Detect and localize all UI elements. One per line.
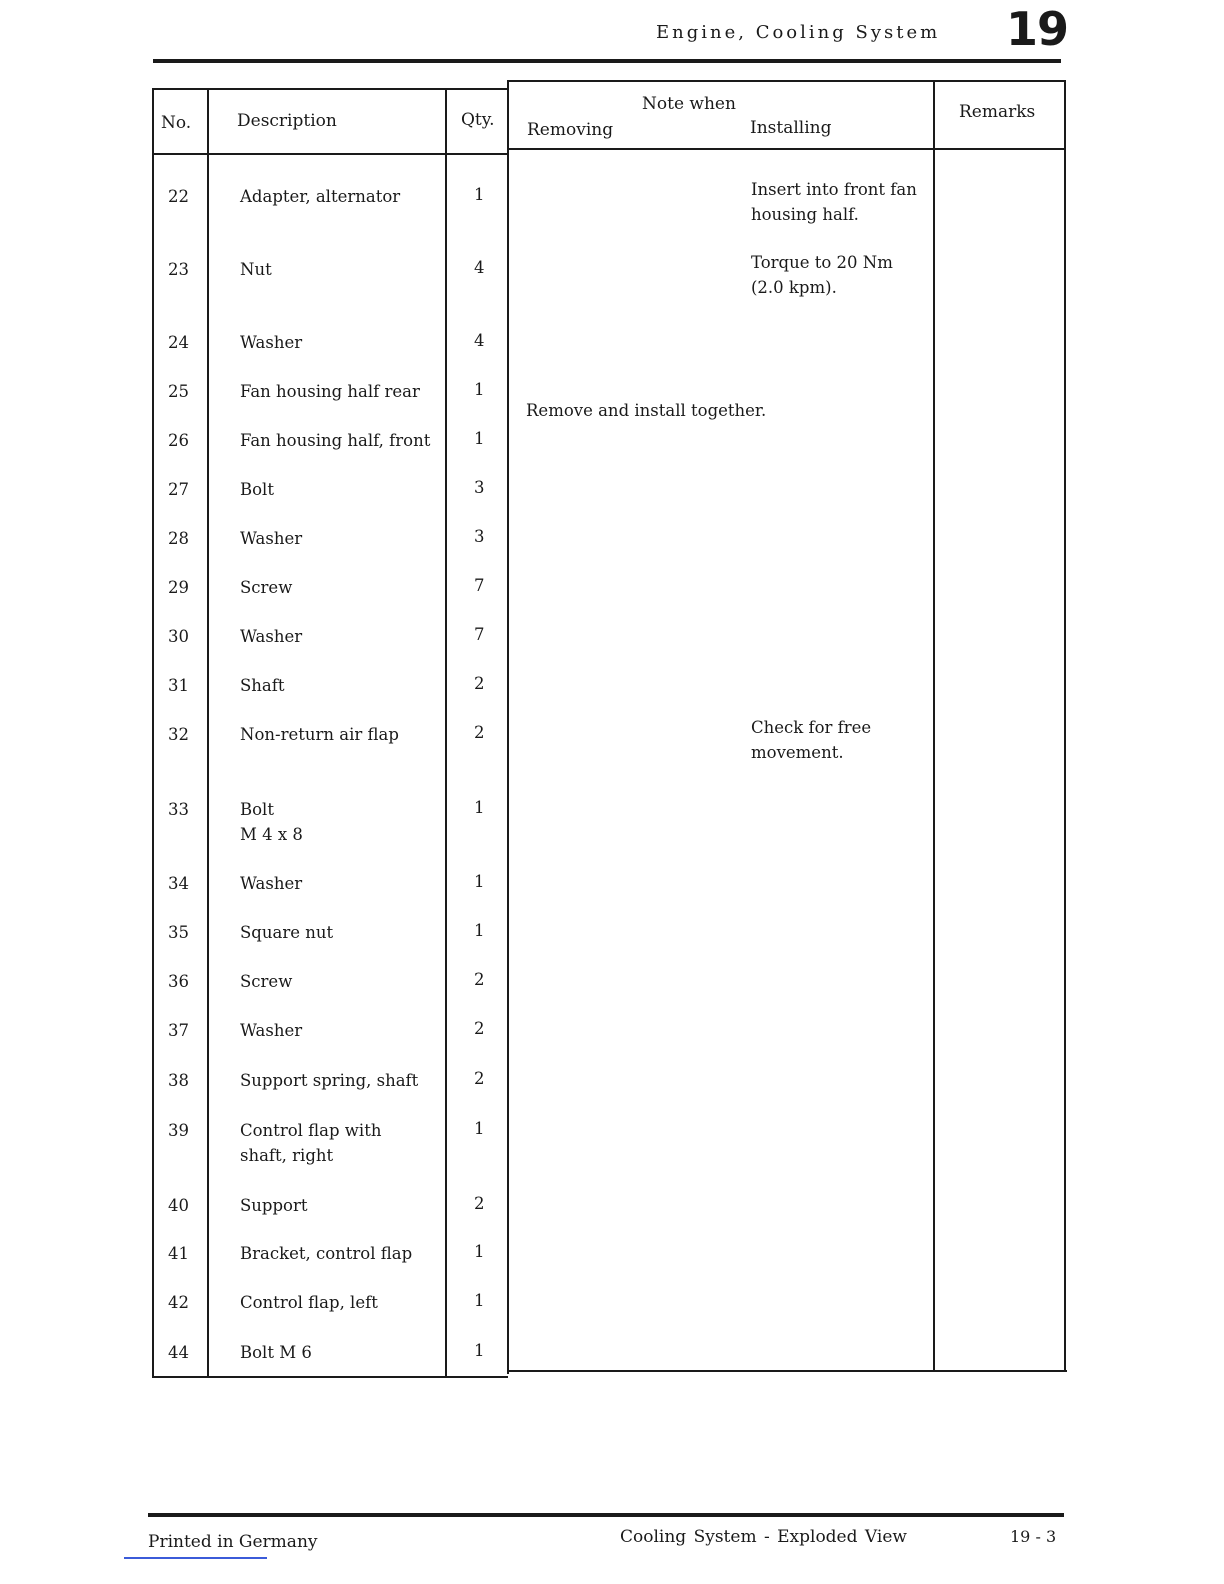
row-number: 39 — [168, 1121, 189, 1140]
header-rule — [153, 59, 1061, 63]
row-number: 38 — [168, 1071, 189, 1090]
column-divider — [507, 82, 509, 1374]
row-qty: 2 — [474, 1019, 485, 1038]
row-description: Screw — [240, 578, 293, 597]
row-number: 44 — [168, 1343, 189, 1362]
table-border-bottom — [507, 1370, 1067, 1372]
group-number: 19 — [1006, 2, 1069, 56]
row-qty: 2 — [474, 723, 485, 742]
row-installing-note: Insert into front fan — [751, 180, 917, 199]
row-qty: 2 — [474, 1194, 485, 1213]
row-qty: 3 — [474, 527, 485, 546]
row-description: Screw — [240, 972, 293, 991]
section-title: Engine, Cooling System — [656, 22, 941, 43]
row-description: Fan housing half rear — [240, 382, 420, 401]
row-description: Support spring, shaft — [240, 1071, 419, 1090]
row-qty: 1 — [474, 872, 485, 891]
col-header-installing: Installing — [750, 118, 832, 138]
row-number: 25 — [168, 382, 189, 401]
row-description: Bracket, control flap — [240, 1244, 413, 1263]
row-description: Control flap, left — [240, 1293, 378, 1312]
row-number: 41 — [168, 1244, 189, 1263]
row-number: 34 — [168, 874, 189, 893]
row-description: Fan housing half, front — [240, 431, 431, 450]
row-number: 33 — [168, 800, 189, 819]
row-number: 29 — [168, 578, 189, 597]
row-description: shaft, right — [240, 1146, 334, 1165]
row-description: Bolt M 6 — [240, 1343, 312, 1362]
row-description: Washer — [240, 627, 303, 646]
row-qty: 2 — [474, 674, 485, 693]
row-number: 31 — [168, 676, 189, 695]
row-description: Washer — [240, 529, 303, 548]
row-description: Washer — [240, 1021, 303, 1040]
row-description: M 4 x 8 — [240, 825, 303, 844]
row-description: Adapter, alternator — [240, 187, 401, 206]
page-number: 19 - 3 — [1010, 1527, 1057, 1546]
row-qty: 1 — [474, 798, 485, 817]
row-number: 40 — [168, 1196, 189, 1215]
header-divider — [152, 153, 508, 155]
column-divider — [933, 80, 935, 1372]
row-description: Bolt — [240, 800, 274, 819]
col-header-description: Description — [237, 111, 337, 131]
removing-note: Remove and install together. — [526, 401, 767, 420]
row-qty: 1 — [474, 1341, 485, 1360]
row-number: 28 — [168, 529, 189, 548]
row-description: Square nut — [240, 923, 334, 942]
footer-rule — [148, 1513, 1064, 1517]
row-description: Washer — [240, 333, 303, 352]
row-number: 37 — [168, 1021, 189, 1040]
underline-mark — [124, 1557, 267, 1559]
col-header-no: No. — [161, 113, 192, 133]
row-qty: 1 — [474, 185, 485, 204]
row-qty: 7 — [474, 576, 485, 595]
row-description: Bolt — [240, 480, 274, 499]
row-number: 22 — [168, 187, 189, 206]
row-number: 36 — [168, 972, 189, 991]
column-divider — [207, 88, 209, 1378]
row-qty: 1 — [474, 1242, 485, 1261]
row-description: Support — [240, 1196, 308, 1215]
footer-section-title: Cooling System - Exploded View — [620, 1527, 907, 1547]
row-number: 42 — [168, 1293, 189, 1312]
row-description: Shaft — [240, 676, 285, 695]
row-description: Non-return air flap — [240, 725, 399, 744]
row-number: 26 — [168, 431, 189, 450]
row-installing-note: housing half. — [751, 205, 859, 224]
col-header-remarks: Remarks — [959, 102, 1036, 122]
table-border-bottom — [152, 1376, 508, 1378]
row-installing-note: Check for free — [751, 718, 872, 737]
row-qty: 1 — [474, 429, 485, 448]
row-qty: 2 — [474, 1069, 485, 1088]
table-border-top — [507, 80, 1066, 82]
row-qty: 7 — [474, 625, 485, 644]
row-description: Control flap with — [240, 1121, 382, 1140]
row-number: 35 — [168, 923, 189, 942]
row-qty: 4 — [474, 258, 485, 277]
row-number: 24 — [168, 333, 189, 352]
row-installing-note: Torque to 20 Nm — [751, 253, 893, 272]
row-number: 27 — [168, 480, 189, 499]
col-header-removing: Removing — [527, 120, 614, 140]
row-number: 32 — [168, 725, 189, 744]
table-border-left — [152, 88, 154, 1378]
footer-imprint: Printed in Germany — [148, 1532, 318, 1552]
row-qty: 1 — [474, 1119, 485, 1138]
row-number: 30 — [168, 627, 189, 646]
col-header-note-when: Note when — [642, 94, 736, 114]
table-border-right — [1064, 80, 1066, 1372]
row-qty: 1 — [474, 921, 485, 940]
row-description: Washer — [240, 874, 303, 893]
col-header-qty: Qty. — [461, 110, 495, 130]
row-description: Nut — [240, 260, 272, 279]
row-installing-note: movement. — [751, 743, 844, 762]
row-number: 23 — [168, 260, 189, 279]
table-border-top — [152, 88, 508, 90]
row-qty: 1 — [474, 380, 485, 399]
header-divider — [507, 148, 1066, 150]
row-qty: 2 — [474, 970, 485, 989]
row-installing-note: (2.0 kpm). — [751, 278, 837, 297]
row-qty: 1 — [474, 1291, 485, 1310]
row-qty: 3 — [474, 478, 485, 497]
column-divider — [445, 88, 447, 1376]
row-qty: 4 — [474, 331, 485, 350]
